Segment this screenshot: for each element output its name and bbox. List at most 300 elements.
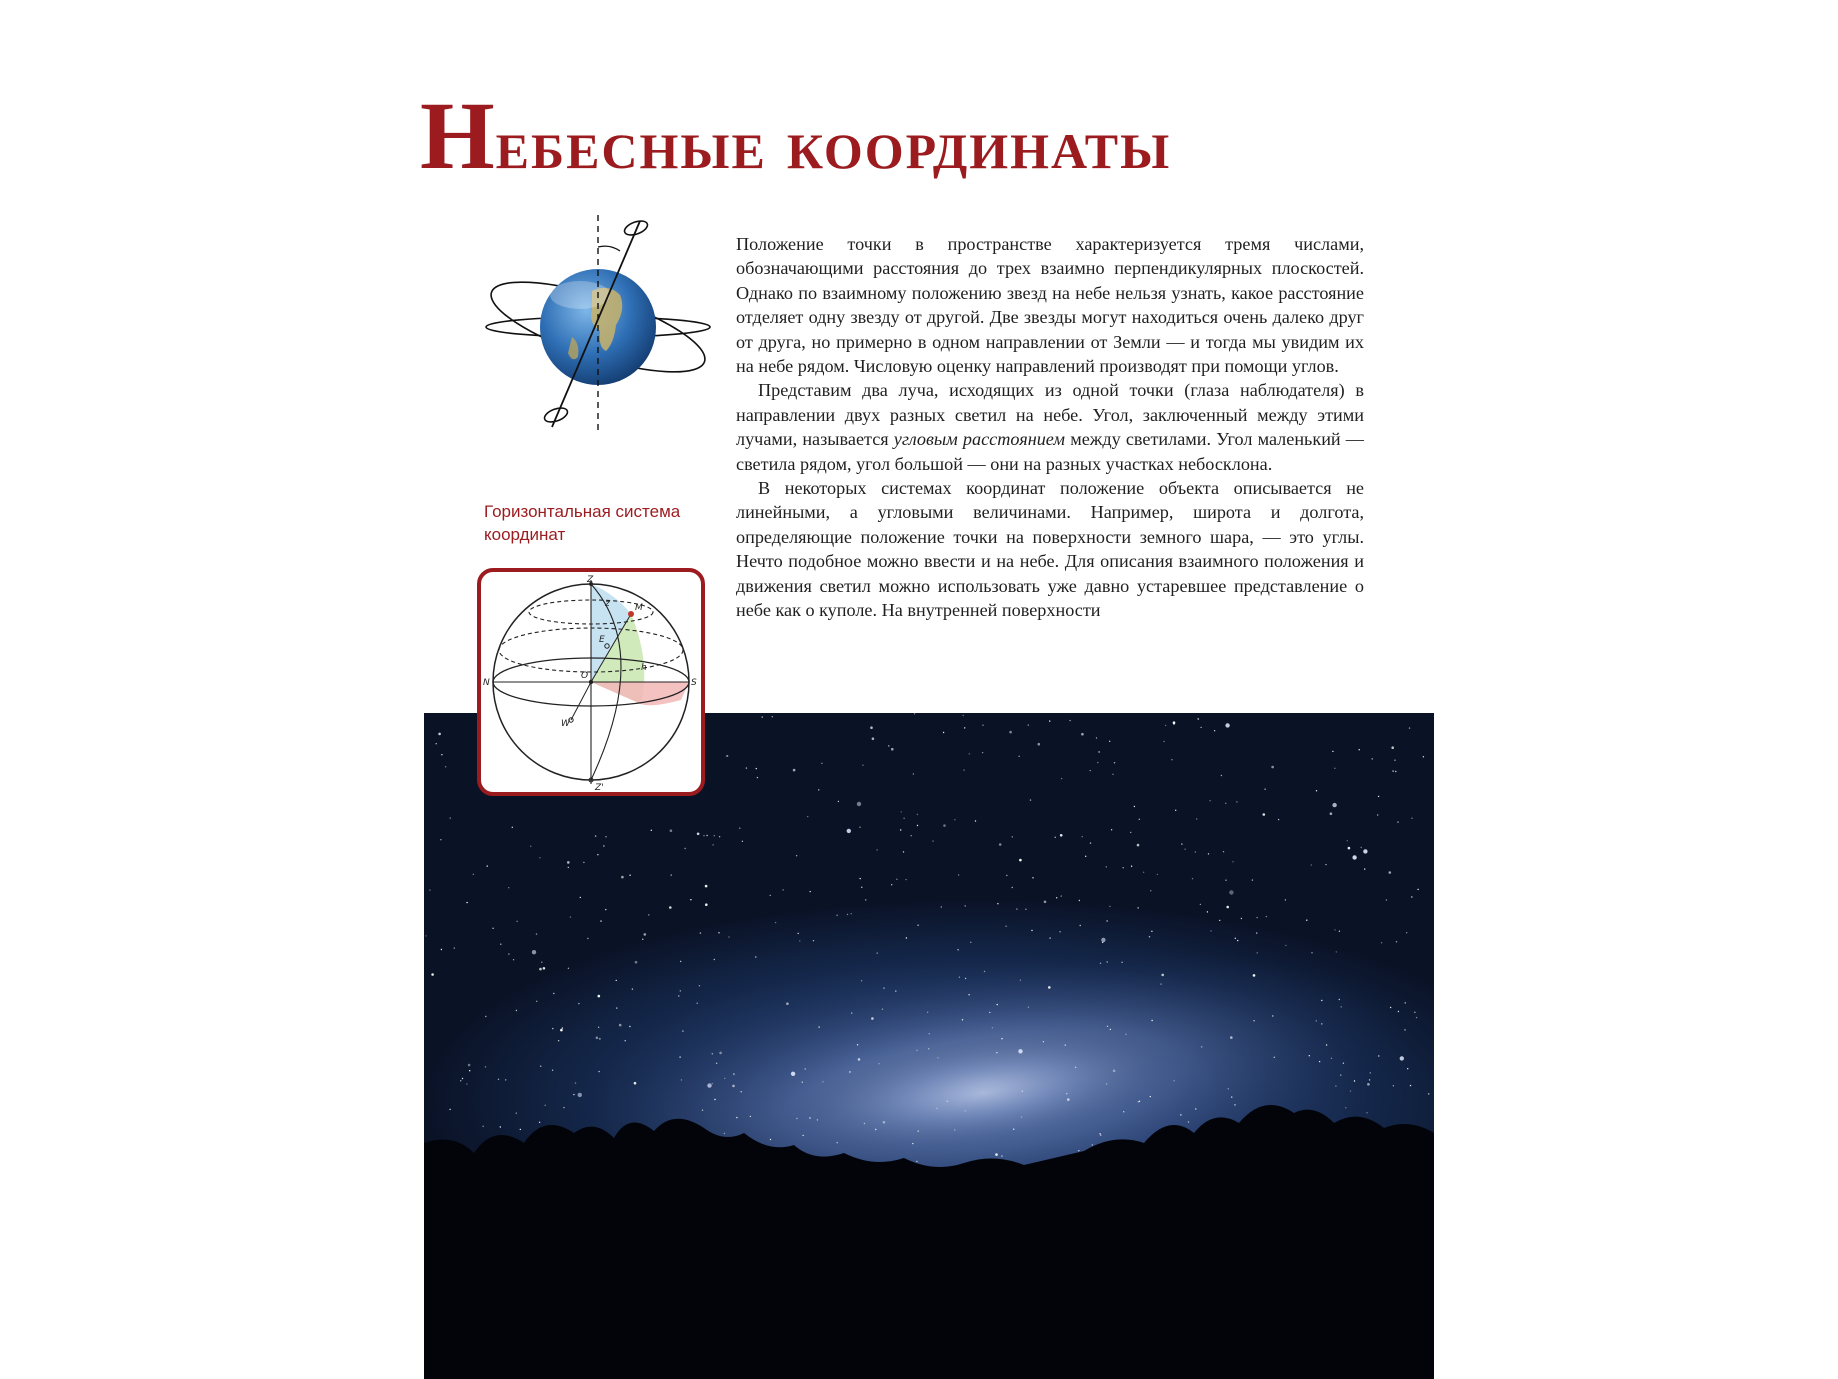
star — [1110, 1029, 1111, 1030]
label-zenith: Z — [587, 575, 594, 585]
star — [937, 1057, 938, 1058]
star — [1406, 932, 1407, 933]
star — [718, 932, 719, 933]
star — [770, 895, 771, 896]
star — [762, 716, 763, 717]
star — [965, 1110, 966, 1111]
star — [1112, 774, 1113, 775]
star — [1123, 1111, 1124, 1112]
star — [741, 1091, 742, 1092]
star — [969, 753, 970, 754]
star — [1101, 938, 1105, 942]
star — [984, 971, 985, 972]
star — [632, 988, 633, 989]
star — [1139, 1101, 1140, 1102]
caption-line-1: Горизонтальная система — [484, 502, 681, 521]
star — [619, 1024, 622, 1027]
star — [552, 1070, 553, 1071]
star — [1025, 909, 1026, 910]
star — [809, 1117, 810, 1118]
star — [1005, 926, 1006, 927]
star — [1330, 812, 1333, 815]
star — [714, 1099, 715, 1100]
star — [1160, 983, 1161, 984]
star — [605, 909, 606, 910]
star — [724, 1078, 725, 1079]
star — [1012, 836, 1013, 837]
star — [671, 874, 672, 875]
star — [1090, 842, 1091, 843]
star — [1028, 1007, 1029, 1008]
starfield — [424, 713, 1434, 1379]
star — [878, 1063, 879, 1064]
star — [563, 1107, 564, 1108]
star — [903, 851, 904, 852]
star — [1332, 803, 1336, 807]
star — [679, 1056, 680, 1057]
star — [1366, 1112, 1367, 1113]
star — [702, 1110, 703, 1111]
star — [705, 885, 708, 888]
star — [896, 879, 897, 880]
star — [917, 825, 918, 826]
star — [817, 1119, 818, 1120]
star — [982, 752, 983, 753]
star — [1200, 727, 1201, 728]
star — [605, 836, 606, 837]
star — [1022, 1091, 1023, 1092]
star — [982, 725, 983, 726]
article-text — [736, 232, 1364, 623]
star — [568, 968, 569, 969]
star — [1398, 1011, 1399, 1012]
star — [697, 833, 700, 836]
night-sky-photo — [424, 713, 1434, 1379]
star — [1225, 803, 1226, 804]
star — [616, 980, 617, 981]
star — [1253, 974, 1256, 977]
star — [1423, 756, 1424, 757]
star — [1210, 930, 1211, 931]
star — [603, 845, 604, 846]
star — [851, 1012, 852, 1013]
star — [1386, 899, 1387, 900]
star — [1221, 775, 1222, 776]
star — [736, 1117, 737, 1118]
star — [786, 1002, 789, 1005]
star — [1354, 1080, 1355, 1081]
star — [805, 1068, 806, 1069]
star — [573, 1094, 574, 1095]
star — [425, 935, 426, 936]
star — [1321, 1023, 1322, 1024]
star — [757, 777, 758, 778]
star — [1235, 938, 1236, 939]
star — [669, 906, 672, 909]
star — [1195, 851, 1196, 852]
star — [1143, 872, 1144, 873]
star — [678, 995, 679, 996]
star — [1226, 906, 1229, 909]
star — [1192, 878, 1193, 879]
star — [807, 816, 808, 817]
star — [1264, 789, 1265, 790]
star — [1173, 1080, 1174, 1081]
star — [599, 1038, 600, 1039]
star — [891, 884, 892, 885]
star — [598, 995, 601, 998]
star — [959, 977, 960, 978]
star — [1100, 963, 1101, 964]
star — [441, 949, 442, 950]
star — [532, 950, 536, 954]
star — [1175, 810, 1176, 811]
star — [712, 1053, 713, 1054]
star — [438, 733, 441, 736]
star — [1234, 1104, 1235, 1105]
star — [1201, 1046, 1202, 1047]
star — [1394, 760, 1395, 761]
star — [1069, 720, 1070, 721]
star — [553, 993, 554, 994]
paragraph-2 — [736, 378, 1364, 476]
star — [1339, 931, 1340, 932]
star — [583, 862, 584, 863]
paragraph-3: В некоторых системах координат положение объекта описывается не линейными, а угловыми величинами. Например, широта и долгота, определяющие положение точки на поверхности земного шара, — это углы. Нечто подобное можно ввести и на небе. Для описания взаимного положения и движения светил можно использовать уже давно устаревшее представление о небе как о куполе. На внутренней поверхности — [736, 478, 1364, 621]
star — [861, 980, 862, 981]
star — [882, 1009, 883, 1010]
star — [957, 949, 958, 950]
star — [578, 1003, 579, 1004]
star — [1028, 724, 1029, 725]
star — [1350, 1090, 1351, 1091]
star — [680, 990, 681, 991]
star — [968, 994, 969, 995]
star — [947, 1101, 948, 1102]
star — [1397, 821, 1398, 822]
star — [1107, 961, 1108, 962]
star — [997, 1004, 998, 1005]
star — [616, 1007, 617, 1008]
star — [625, 1040, 626, 1041]
star — [1341, 1006, 1342, 1007]
star — [520, 1129, 521, 1130]
star — [545, 1105, 546, 1106]
star — [1236, 801, 1237, 802]
term-angular-distance: угловым расстоянием — [893, 429, 1066, 450]
star — [802, 1135, 803, 1136]
star — [872, 737, 875, 740]
star — [680, 961, 681, 962]
star — [1381, 942, 1382, 943]
star — [544, 968, 545, 969]
star — [1316, 790, 1317, 791]
star — [1157, 874, 1158, 875]
star — [883, 1121, 886, 1124]
star — [917, 925, 918, 926]
star — [1184, 849, 1185, 850]
star — [943, 824, 946, 827]
star — [1038, 743, 1041, 746]
star — [1125, 1034, 1126, 1035]
star — [1020, 980, 1021, 981]
star — [1079, 900, 1080, 901]
star — [460, 1080, 461, 1081]
star — [796, 1118, 797, 1119]
star — [1309, 1055, 1310, 1056]
star — [913, 773, 914, 774]
star — [1149, 936, 1150, 937]
star — [587, 938, 588, 939]
star — [1109, 741, 1110, 742]
star — [642, 939, 643, 940]
star — [916, 1050, 917, 1051]
star — [821, 763, 822, 764]
star — [539, 968, 542, 971]
star — [516, 1113, 517, 1114]
star — [1049, 937, 1050, 938]
star — [1198, 718, 1199, 719]
star — [1316, 1020, 1317, 1021]
star — [707, 1083, 711, 1087]
star — [469, 1070, 470, 1071]
star — [1092, 1144, 1093, 1145]
star — [562, 1027, 563, 1028]
star — [596, 1037, 599, 1040]
star — [670, 829, 673, 832]
star — [733, 1073, 734, 1074]
star — [917, 814, 918, 815]
star — [1107, 1026, 1108, 1027]
star — [1326, 1044, 1327, 1045]
star — [1278, 819, 1279, 820]
star — [1256, 932, 1257, 933]
star — [1181, 843, 1182, 844]
star — [849, 1071, 850, 1072]
star — [1334, 768, 1335, 769]
star — [1230, 1036, 1233, 1039]
star — [1363, 849, 1367, 853]
star — [857, 802, 861, 806]
star — [1271, 766, 1274, 769]
star — [714, 959, 715, 960]
star — [1099, 1133, 1100, 1134]
star — [500, 944, 501, 945]
star — [1131, 866, 1132, 867]
star — [703, 835, 704, 836]
star — [508, 887, 509, 888]
star — [600, 920, 601, 921]
star — [739, 828, 740, 829]
star — [755, 956, 756, 957]
star — [914, 713, 915, 714]
star — [1370, 1072, 1371, 1073]
star — [575, 1082, 576, 1083]
star — [1361, 847, 1362, 848]
star — [1121, 962, 1122, 963]
star — [1163, 741, 1164, 742]
star — [837, 1142, 838, 1143]
star — [943, 732, 944, 733]
star — [580, 897, 581, 898]
star — [1165, 725, 1166, 726]
star — [450, 817, 451, 818]
star — [1223, 851, 1224, 852]
star — [1067, 1098, 1070, 1101]
star — [539, 857, 540, 858]
star — [1100, 1134, 1101, 1135]
horizontal-system-figure — [477, 568, 705, 796]
star — [1044, 901, 1047, 904]
star — [1411, 896, 1412, 897]
star — [498, 1079, 499, 1080]
star — [454, 947, 455, 948]
title-rest: ебесные координаты — [495, 104, 1172, 184]
star — [1019, 859, 1022, 862]
label-altitude: h — [641, 663, 647, 673]
star — [1391, 746, 1394, 749]
star — [965, 978, 966, 979]
star — [1311, 952, 1312, 953]
star — [1001, 1038, 1002, 1039]
star — [468, 1064, 471, 1067]
star — [690, 899, 691, 900]
star — [1030, 799, 1031, 800]
star — [865, 899, 866, 900]
star — [1180, 1114, 1181, 1115]
star — [810, 891, 811, 892]
star — [539, 1122, 540, 1123]
star — [798, 933, 799, 934]
star — [595, 835, 596, 836]
star — [1389, 871, 1392, 874]
star — [629, 1026, 630, 1027]
star — [970, 942, 971, 943]
star — [540, 1066, 541, 1067]
star — [1232, 861, 1233, 862]
star — [1134, 806, 1135, 807]
star — [1151, 931, 1152, 932]
label-nadir: Z' — [595, 783, 604, 792]
star — [706, 835, 707, 836]
star — [1161, 974, 1164, 977]
star — [954, 819, 955, 820]
star — [1231, 1096, 1232, 1097]
label-west: W — [561, 719, 570, 729]
star — [999, 843, 1002, 846]
star — [927, 1012, 928, 1013]
star — [516, 1010, 517, 1011]
star — [492, 928, 493, 929]
star — [429, 889, 430, 890]
star — [508, 953, 509, 954]
star — [1332, 751, 1333, 752]
star — [1001, 1155, 1002, 1156]
star — [1285, 899, 1286, 900]
star — [1392, 770, 1393, 771]
star — [1016, 908, 1017, 909]
star — [462, 1078, 463, 1079]
star — [682, 1030, 683, 1031]
star — [1369, 1079, 1370, 1080]
star — [644, 933, 647, 936]
star — [1208, 853, 1209, 854]
star — [912, 1143, 913, 1144]
star — [1006, 875, 1007, 876]
star — [1274, 1057, 1275, 1058]
star — [1043, 1041, 1044, 1042]
star — [1150, 890, 1151, 891]
star — [1080, 925, 1081, 926]
label-south: S — [691, 678, 697, 688]
star — [431, 973, 434, 976]
star — [742, 841, 743, 842]
star — [513, 959, 514, 960]
star — [1410, 1085, 1411, 1086]
star — [1272, 1015, 1273, 1016]
star — [466, 902, 467, 903]
star — [770, 1139, 771, 1140]
star — [746, 767, 747, 768]
star — [1263, 813, 1266, 816]
star — [997, 903, 998, 904]
star — [1325, 864, 1326, 865]
star — [699, 985, 700, 986]
star — [1078, 1150, 1079, 1151]
star — [1113, 1070, 1116, 1073]
star — [512, 827, 513, 828]
star — [728, 936, 729, 937]
star — [1428, 1093, 1429, 1094]
star — [918, 1130, 919, 1131]
star — [1225, 880, 1226, 881]
star — [1018, 1049, 1022, 1053]
label-north: N — [483, 678, 490, 688]
star — [1139, 819, 1140, 820]
star — [681, 1079, 682, 1080]
star — [1209, 800, 1210, 801]
star — [905, 879, 906, 880]
star — [541, 962, 542, 963]
star — [1059, 931, 1060, 932]
star — [1393, 1085, 1394, 1086]
star — [684, 848, 685, 849]
star — [1061, 778, 1062, 779]
star — [1075, 1067, 1076, 1068]
star — [1081, 733, 1084, 736]
star — [791, 1072, 795, 1076]
star — [1347, 840, 1348, 841]
star — [570, 916, 571, 917]
star — [1336, 951, 1337, 952]
label-zenith-distance: z — [605, 599, 610, 609]
star — [1150, 1096, 1151, 1097]
star — [963, 769, 964, 770]
star — [719, 836, 720, 837]
label-center: O — [581, 671, 589, 681]
star — [1048, 986, 1051, 989]
star — [449, 1109, 450, 1110]
star — [1214, 730, 1215, 731]
star — [1031, 930, 1032, 931]
star — [1032, 877, 1033, 878]
star — [700, 932, 701, 933]
star — [954, 1129, 955, 1130]
star — [796, 855, 797, 856]
star — [1219, 920, 1220, 921]
star — [1343, 1063, 1344, 1064]
star — [1311, 864, 1312, 865]
